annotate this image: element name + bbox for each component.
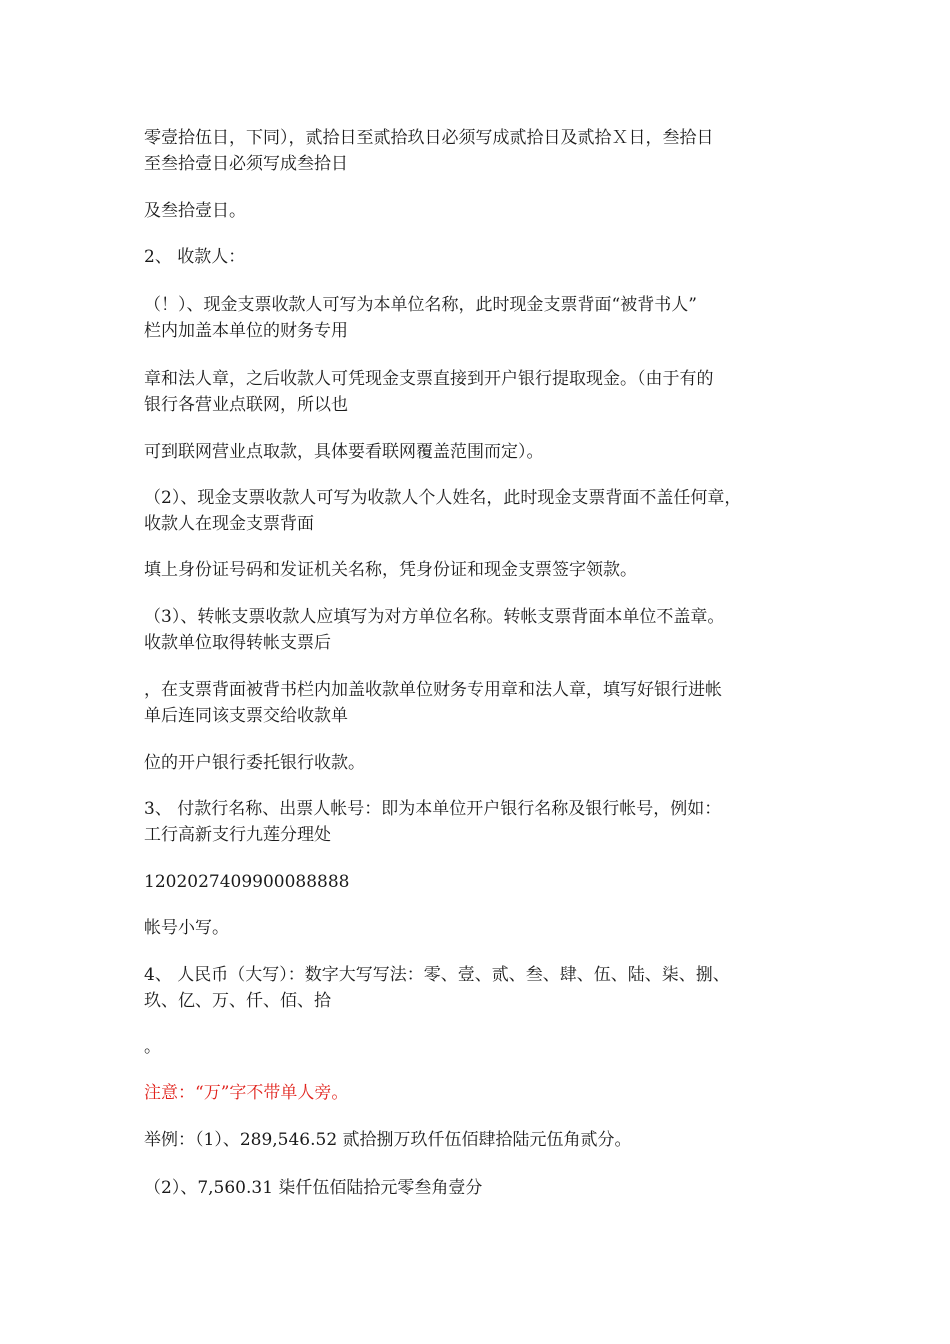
text-line: 玖、亿、万、仟、佰、拾 (144, 991, 331, 1011)
paragraph-payee-3-cont (144, 677, 834, 729)
text-line: 填上身份证号码和发证机关名称，凭身份证和现金支票签字领款。 (144, 560, 637, 580)
paragraph-payee-1-cont (144, 366, 834, 418)
paragraph-date-rules-end (144, 198, 834, 224)
paragraph-payee-3-end (144, 750, 834, 776)
text-line: 2、 收款人： (144, 247, 246, 267)
text-line: 至叁拾壹日必须写成叁拾日 (144, 154, 348, 174)
text-line: 帐号小写。 (144, 918, 229, 938)
text-line: （2）、7,560.31 柒仟伍佰陆拾元零叁角壹分 (144, 1178, 483, 1198)
paragraph-payee-2-end (144, 557, 834, 583)
note-warning (144, 1080, 834, 1106)
text-line: 。 (144, 1037, 161, 1057)
paragraph-account-number (144, 869, 834, 895)
text-line: 银行各营业点联网，所以也 (144, 395, 348, 415)
heading-payee (144, 244, 834, 270)
paragraph-payee-1 (144, 292, 834, 344)
text-line: 注意：“万”字不带单人旁。 (144, 1083, 349, 1103)
paragraph-rmb-uppercase (144, 962, 834, 1014)
text-line: 3、 付款行名称、出票人帐号：即为本单位开户银行名称及银行帐号，例如： (144, 799, 722, 819)
paragraph-bank-account (144, 796, 834, 848)
text-line: 收款单位取得转帐支票后 (144, 633, 331, 653)
text-line: ，在支票背面被背书栏内加盖收款单位财务专用章和法人章，填写好银行进帐 (144, 680, 722, 700)
text-line: 收款人在现金支票背面 (144, 514, 314, 534)
text-line: 章和法人章，之后收款人可凭现金支票直接到开户银行提取现金。（由于有的 (144, 369, 714, 389)
text-line: 栏内加盖本单位的财务专用 (144, 321, 348, 341)
text-line: 及叁拾壹日。 (144, 201, 246, 221)
text-line: 零壹拾伍日，下同），贰拾日至贰拾玖日必须写成贰拾日及贰拾Ｘ日，叁拾日 (144, 128, 714, 148)
text-line: 可到联网营业点取款，具体要看联网覆盖范围而定）。 (144, 442, 544, 462)
paragraph-payee-3 (144, 604, 834, 656)
paragraph-date-rules (144, 125, 834, 177)
text-line: 位的开户银行委托银行收款。 (144, 753, 365, 773)
text-line: 单后连同该支票交给收款单 (144, 706, 348, 726)
example-2 (144, 1175, 834, 1201)
text-line: 工行高新支行九莲分理处 (144, 825, 331, 845)
text-line: 举例：（1）、289,546.52 贰拾捌万玖仟伍佰肆拾陆元伍角贰分。 (144, 1130, 632, 1150)
text-line: （3）、转帐支票收款人应填写为对方单位名称。转帐支票背面本单位不盖章。 (144, 607, 725, 627)
text-line: 1202027409900088888 (144, 872, 350, 892)
paragraph-account-lowercase (144, 915, 834, 941)
paragraph-payee-1-end (144, 439, 834, 465)
text-line: 4、 人民币（大写）：数字大写写法：零、壹、贰、叁、肆、伍、陆、柒、捌、 (144, 965, 730, 985)
example-1 (144, 1127, 834, 1153)
text-line: （！）、现金支票收款人可写为本单位名称，此时现金支票背面“被背书人” (144, 295, 697, 315)
paragraph-payee-2 (144, 485, 834, 537)
text-line: （2）、现金支票收款人可写为收款人个人姓名，此时现金支票背面不盖任何章， (144, 488, 742, 508)
paragraph-rmb-end (144, 1034, 834, 1060)
